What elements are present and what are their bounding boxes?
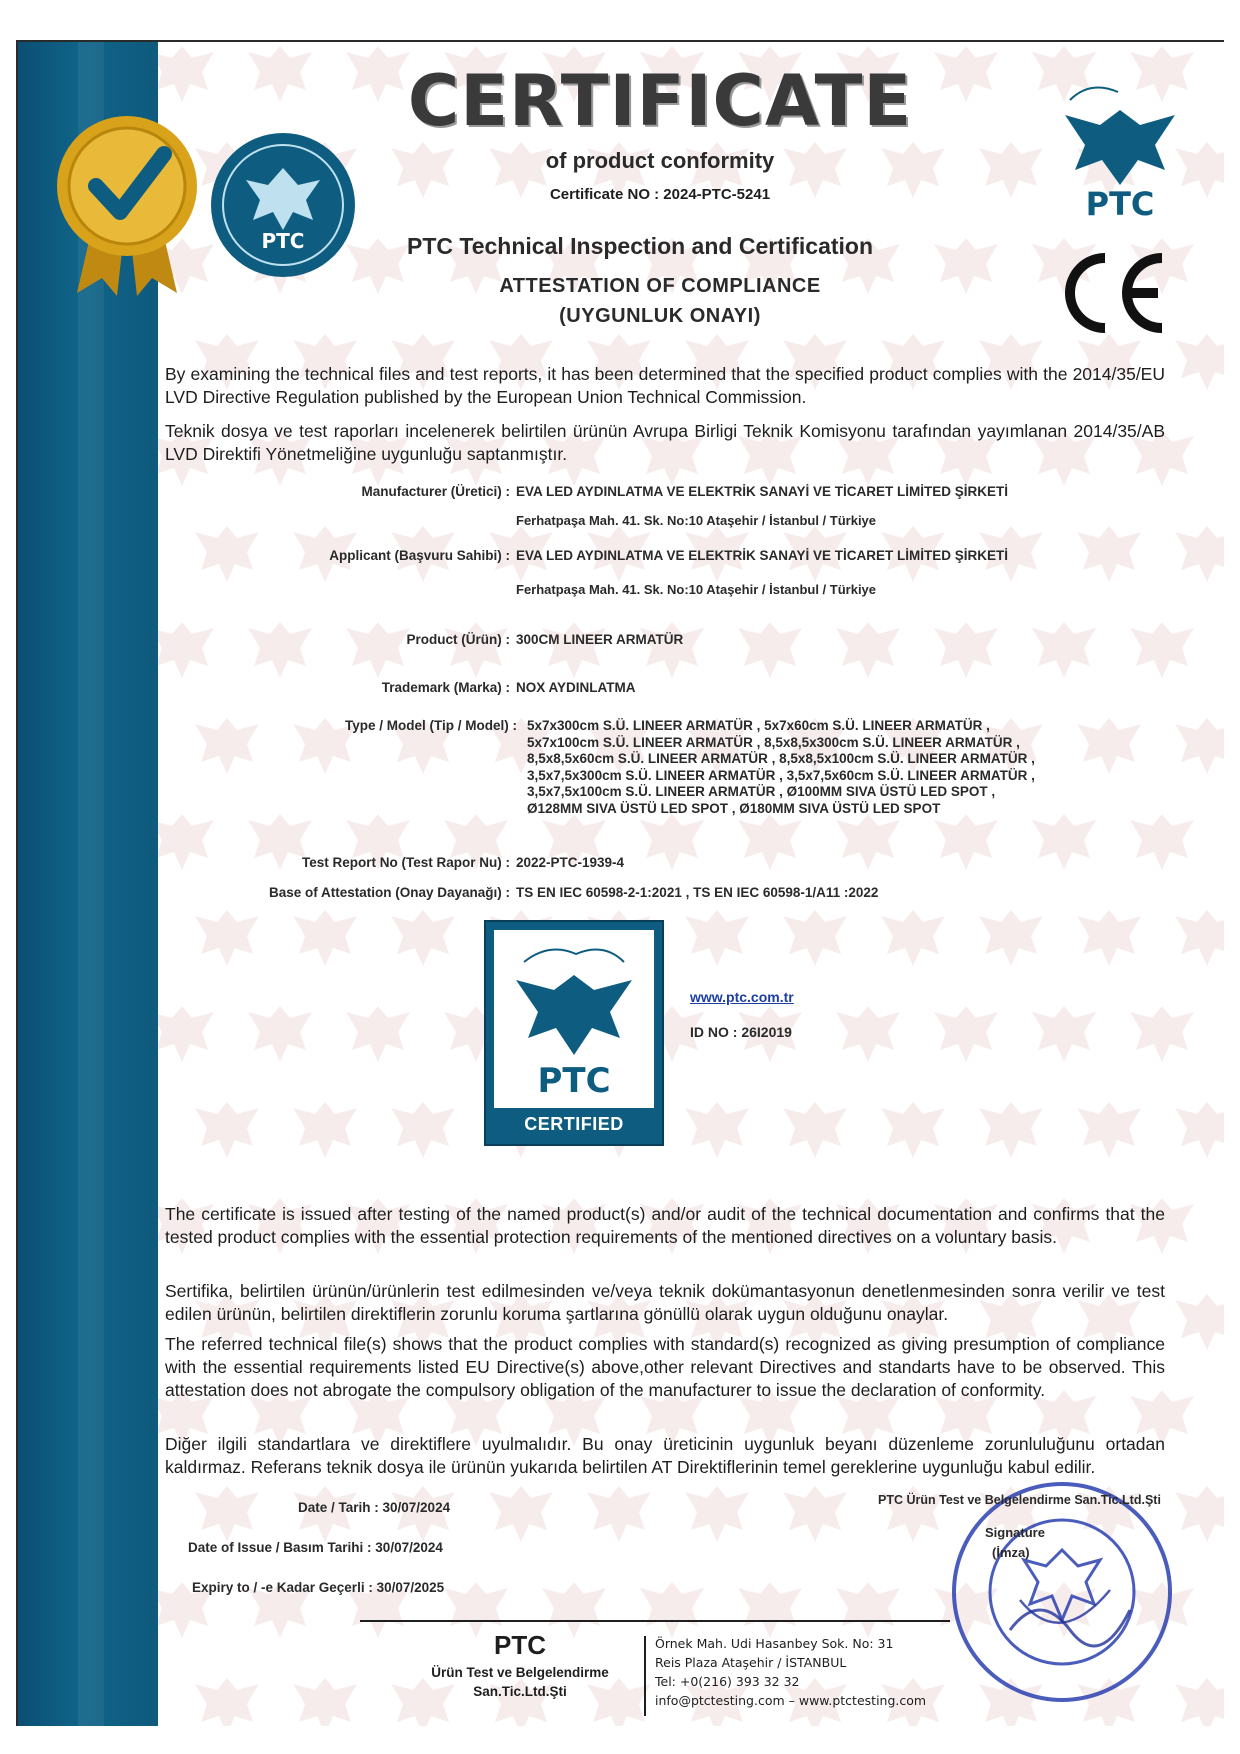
watermark-eagle-icon bbox=[1163, 512, 1224, 600]
certificate-subtitle: of product conformity bbox=[545, 148, 775, 173]
watermark-eagle-icon bbox=[824, 608, 912, 696]
footer-company-line-1: Ürün Test ve Belgelendirme bbox=[431, 1665, 609, 1680]
signatory-company: PTC Ürün Test ve Belgelendirme San.Tic.Ltd.Şti bbox=[878, 1493, 1161, 1507]
footer-divider bbox=[360, 1620, 950, 1622]
certified-brand-text: PTC bbox=[537, 1061, 611, 1101]
watermark-eagle-icon bbox=[922, 992, 1010, 1080]
date-field: Date / Tarih : 30/07/2024 bbox=[298, 1500, 451, 1515]
logo-brand-text: PTC bbox=[1085, 185, 1155, 223]
watermark-eagle-icon bbox=[477, 1472, 565, 1560]
watermark-eagle-icon bbox=[575, 1472, 663, 1560]
watermark-eagle-icon bbox=[281, 896, 369, 984]
frame-top-line bbox=[16, 40, 1224, 42]
base-label-row bbox=[0, 885, 510, 905]
footer-phone-line: Tel: +0(216) 393 32 32 bbox=[655, 1674, 800, 1689]
model-list bbox=[527, 718, 1035, 817]
model-line: 3,5x7,5x100cm S.Ü. LINEER ARMATÜR , Ø100MM SIVA ÜSTÜ LED SPOT , bbox=[527, 784, 996, 799]
footer-vertical-divider bbox=[644, 1636, 646, 1716]
watermark-eagle-icon bbox=[922, 224, 1010, 312]
intro-paragraph-tr: Teknik dosya ve test raporları incelenerek belirtilen ürünün Avrupa Birligi Teknik Komisyonu tarafından yayımlanan 2014/35/AB LVD Direktifi Yönetmeliğine uygunluğu saptanmıştır. bbox=[165, 421, 1165, 464]
certified-eagle-icon bbox=[494, 930, 654, 1108]
body-paragraph-3: The referred technical file(s) shows that the product complies with standard(s) recognized as giving presumption of compliance with the essential requirements listed EU Directive(s) above,other relevant Directives and standarts have to be observed. This attestation does not abrogate the compulsory obligation of the manufacturer to issue the declaration of conformity. bbox=[165, 1334, 1165, 1400]
footer-address-line: Reis Plaza Ataşehir / İSTANBUL bbox=[655, 1655, 847, 1670]
signature-label: Signature bbox=[985, 1525, 1045, 1540]
intro-paragraph-en: By examining the technical files and test reports, it has been determined that the specified product complies with the 2014/35/EU LVD Directive Regulation published by the European Union Technical Commission. bbox=[165, 364, 1165, 407]
watermark-eagle-icon bbox=[771, 1088, 859, 1176]
watermark-eagle-icon bbox=[673, 1088, 761, 1176]
watermark-eagle-icon bbox=[922, 608, 1010, 696]
base-of-attestation-label: Base of Attestation (Onay Dayanağı) : bbox=[268, 885, 510, 900]
body-paragraph-4: Diğer ilgili standartlara ve direktiflere uyulmalıdır. Bu onay üreticinin uygunluk beyanı düzenleme zorunluluğunu ortadan kaldırmaz. Referans teknik dosya ile ürünün yukarıda belirtilen AT Direktiflerinin temel gereklerine uygunluğu kabul edilir. bbox=[165, 1434, 1165, 1477]
watermark-eagle-icon bbox=[771, 1472, 859, 1560]
watermark-eagle-icon bbox=[1163, 320, 1224, 408]
watermark-eagle-icon bbox=[1020, 992, 1108, 1080]
footer-company-line-2: San.Tic.Ltd.Şti bbox=[473, 1684, 567, 1699]
issue-date-field: Date of Issue / Basım Tarihi : 30/07/2024 bbox=[188, 1540, 443, 1555]
expiry-date-field: Expiry to / -e Kadar Geçerli : 30/07/2025 bbox=[192, 1580, 445, 1595]
watermark-eagle-icon bbox=[1118, 800, 1206, 888]
watermark-eagle-icon bbox=[1065, 1088, 1153, 1176]
watermark-eagle-icon bbox=[967, 1088, 1055, 1176]
watermark-eagle-icon bbox=[1163, 1280, 1224, 1368]
seal-brand-text: PTC bbox=[261, 229, 305, 253]
manufacturer-address: Ferhatpaşa Mah. 41. Sk. No:10 Ataşehir / İstanbul / Türkiye bbox=[516, 513, 877, 528]
base-of-attestation-value: TS EN IEC 60598-2-1:2021 , TS EN IEC 60598-1/A11 :2022 bbox=[516, 885, 879, 900]
watermark-eagle-icon bbox=[334, 992, 422, 1080]
footer-contact-line: info@ptctesting.com – www.ptctesting.com bbox=[655, 1693, 927, 1708]
watermark-eagle-icon bbox=[673, 896, 761, 984]
id-number: ID NO : 26I2019 bbox=[690, 1024, 792, 1040]
watermark-eagle-icon bbox=[158, 992, 226, 1080]
product-value: 300CM LINEER ARMATÜR bbox=[516, 632, 684, 647]
watermark-eagle-icon bbox=[726, 608, 814, 696]
certificate-number: Certificate NO : 2024-PTC-5241 bbox=[549, 186, 771, 203]
trademark-label: Trademark (Marka) : bbox=[381, 680, 510, 695]
watermark-eagle-icon bbox=[281, 1664, 369, 1726]
model-line: 8,5x8,5x60cm S.Ü. LINEER ARMATÜR , 8,5x8,5x100cm S.Ü. LINEER ARMATÜR , bbox=[527, 751, 1035, 766]
applicant-address: Ferhatpaşa Mah. 41. Sk. No:10 Ataşehir / İstanbul / Türkiye bbox=[516, 582, 877, 597]
watermark-eagle-icon bbox=[1118, 608, 1206, 696]
applicant-value: EVA LED AYDINLATMA VE ELEKTRİK SANAYİ VE TİCARET LİMİTED ŞİRKETİ bbox=[516, 548, 1009, 563]
watermark-eagle-icon bbox=[379, 896, 467, 984]
watermark-eagle-icon bbox=[967, 896, 1055, 984]
body-paragraph-1: The certificate is issued after testing of the named product(s) and/or audit of the technical documentation and confirms that the tested product complies with the essential protection requirements of the mentioned directives on a voluntary basis. bbox=[165, 1204, 1165, 1247]
trademark-label-row bbox=[0, 680, 510, 700]
watermark-eagle-icon bbox=[1163, 896, 1224, 984]
ptc-certified-badge bbox=[484, 920, 664, 1146]
applicant-label-row bbox=[0, 548, 510, 568]
model-label-row bbox=[0, 718, 517, 738]
manufacturer-label-row bbox=[0, 484, 510, 504]
model-line: 3,5x7,5x300cm S.Ü. LINEER ARMATÜR , 3,5x7,5x60cm S.Ü. LINEER ARMATÜR , bbox=[527, 767, 1035, 783]
trademark-value: NOX AYDINLATMA bbox=[516, 680, 636, 695]
gold-check-badge-icon bbox=[52, 108, 202, 298]
watermark-eagle-icon bbox=[1163, 1088, 1224, 1176]
body-paragraph-2: Sertifika, belirtilen ürünün/ürünlerin test edilmesinden ve/veya teknik dokümantasyonun denetlenmesinden sonra verilir ve test edilen ürünün, belirtilen direktiflerin zorunlu koruma şartlarına gönüllü olarak uygun olduğunu onaylar. bbox=[165, 1281, 1165, 1324]
model-line: 5x7x300cm S.Ü. LINEER ARMATÜR , 5x7x60cm S.Ü. LINEER ARMATÜR , bbox=[527, 718, 990, 733]
test-report-label-row bbox=[0, 855, 510, 875]
model-label: Type / Model (Tip / Model) : bbox=[345, 718, 517, 733]
footer-address-line: Örnek Mah. Udi Hasanbey Sok. No: 31 bbox=[655, 1636, 894, 1651]
watermark-eagle-icon bbox=[183, 1664, 271, 1726]
watermark-eagle-icon bbox=[1020, 608, 1108, 696]
manufacturer-value: EVA LED AYDINLATMA VE ELEKTRİK SANAYİ VE TİCARET LİMİTED ŞİRKETİ bbox=[516, 484, 1009, 499]
watermark-eagle-icon bbox=[183, 896, 271, 984]
company-stamp-icon bbox=[950, 1480, 1175, 1705]
watermark-eagle-icon bbox=[379, 1088, 467, 1176]
organization-name: PTC Technical Inspection and Certification bbox=[406, 233, 874, 259]
footer-brand: PTC bbox=[494, 1630, 546, 1660]
watermark-eagle-icon bbox=[1065, 896, 1153, 984]
watermark-eagle-icon bbox=[1065, 704, 1153, 792]
certified-label: CERTIFIED bbox=[524, 1114, 624, 1134]
product-label-row bbox=[0, 632, 510, 652]
watermark-eagle-icon bbox=[236, 992, 324, 1080]
watermark-eagle-icon bbox=[183, 1088, 271, 1176]
watermark-eagle-icon bbox=[236, 42, 324, 120]
website-link[interactable]: www.ptc.com.tr bbox=[690, 989, 794, 1005]
certificate-title: CERTIFICATE bbox=[407, 60, 913, 142]
manufacturer-label: Manufacturer (Üretici) : bbox=[361, 484, 510, 499]
test-report-value: 2022-PTC-1939-4 bbox=[516, 855, 625, 870]
model-line: 5x7x100cm S.Ü. LINEER ARMATÜR , 8,5x8,5x300cm S.Ü. LINEER ARMATÜR , bbox=[527, 734, 1020, 750]
watermark-eagle-icon bbox=[824, 992, 912, 1080]
attestation-heading-en: ATTESTATION OF COMPLIANCE bbox=[499, 275, 821, 297]
watermark-eagle-icon bbox=[869, 1472, 957, 1560]
watermark-eagle-icon bbox=[1065, 512, 1153, 600]
signature-label-tr: (İmza) bbox=[992, 1545, 1030, 1560]
watermark-eagle-icon bbox=[869, 1088, 957, 1176]
watermark-eagle-icon bbox=[1118, 992, 1206, 1080]
model-line: Ø128MM SIVA ÜSTÜ LED SPOT , Ø180MM SIVA ÜSTÜ LED SPOT bbox=[527, 800, 941, 816]
ce-mark-icon bbox=[1050, 248, 1170, 338]
product-label: Product (Ürün) : bbox=[406, 632, 510, 647]
watermark-eagle-icon bbox=[771, 896, 859, 984]
watermark-eagle-icon bbox=[281, 1088, 369, 1176]
ptc-eagle-logo-icon bbox=[1040, 70, 1200, 230]
watermark-eagle-icon bbox=[628, 608, 716, 696]
test-report-label: Test Report No (Test Rapor Nu) : bbox=[302, 855, 510, 870]
certified-badge-inner bbox=[494, 930, 654, 1108]
attestation-heading-tr: (UYGUNLUK ONAYI) bbox=[559, 305, 761, 327]
watermark-eagle-icon bbox=[869, 896, 957, 984]
applicant-label: Applicant (Başvuru Sahibi) : bbox=[329, 548, 510, 563]
watermark-eagle-icon bbox=[673, 1472, 761, 1560]
watermark-eagle-icon bbox=[1163, 704, 1224, 792]
ptc-quality-seal-icon bbox=[208, 130, 358, 280]
